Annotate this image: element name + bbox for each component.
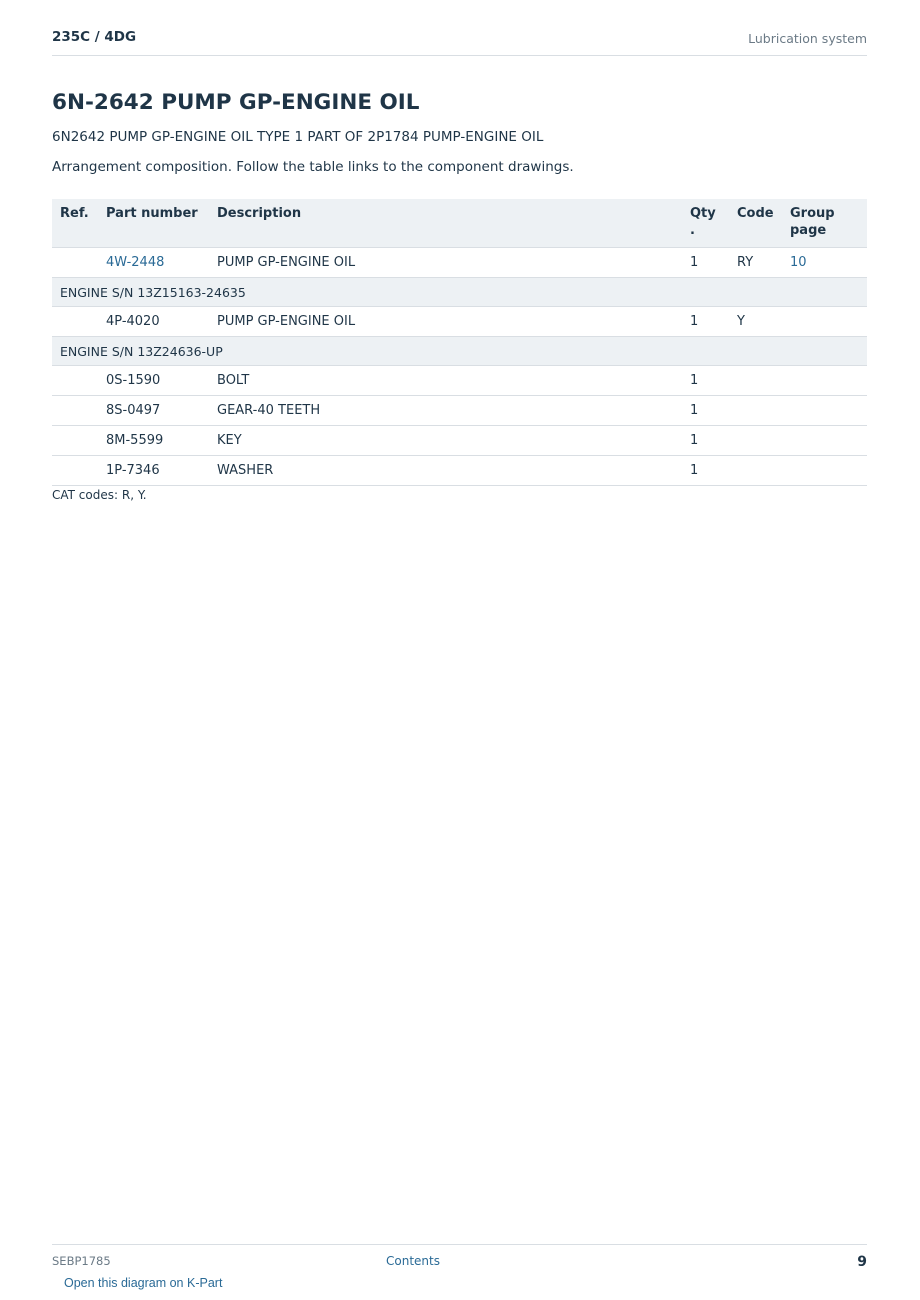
page-number: 9: [857, 1254, 867, 1270]
table-header-row: [52, 199, 867, 248]
code-cell: Y: [737, 314, 745, 329]
page-footer: [52, 1244, 867, 1275]
col-header-qty-line1: Qty: [690, 206, 716, 221]
serial-range-label: ENGINE S/N 13Z24636-UP: [60, 344, 223, 359]
section-label: Lubrication system: [748, 31, 867, 46]
document-number: SEBP1785: [52, 1254, 111, 1268]
col-header-group-line2: page: [790, 223, 827, 238]
part-number-cell: 8S-0497: [106, 403, 161, 418]
serial-group-row: [52, 337, 867, 366]
qty-cell: 1: [690, 314, 699, 329]
table-row: [52, 248, 867, 278]
part-number-cell: 1P-7346: [106, 463, 160, 478]
qty-cell: 1: [690, 373, 699, 388]
table-row: [52, 307, 867, 337]
description-cell: GEAR-40 TEETH: [217, 403, 321, 418]
qty-cell: 1: [690, 403, 699, 418]
serial-group-row: [52, 278, 867, 307]
serial-range-label: ENGINE S/N 13Z15163-24635: [60, 285, 246, 300]
description-cell: KEY: [217, 433, 242, 448]
parts-table: [52, 199, 867, 486]
part-number-link[interactable]: 4W-2448: [106, 255, 165, 270]
open-in-kpart-link[interactable]: Open this diagram on K-Part: [64, 1276, 223, 1290]
part-number-cell: 0S-1590: [106, 373, 161, 388]
page-title: 6N-2642 PUMP GP-ENGINE OIL: [52, 90, 420, 115]
part-number-cell: 8M-5599: [106, 433, 164, 448]
table-row: [52, 366, 867, 396]
part-number-cell: 4P-4020: [106, 314, 160, 329]
description-cell: PUMP GP-ENGINE OIL: [217, 314, 356, 329]
table-row: [52, 396, 867, 426]
cat-codes-note: CAT codes: R, Y.: [52, 488, 147, 502]
qty-cell: 1: [690, 255, 699, 270]
description-cell: PUMP GP-ENGINE OIL: [217, 255, 356, 270]
description-cell: BOLT: [217, 373, 250, 388]
group-page-link[interactable]: 10: [790, 255, 807, 270]
description-cell: WASHER: [217, 463, 274, 478]
qty-cell: 1: [690, 433, 699, 448]
col-header-description: Description: [217, 206, 302, 221]
col-header-part-number: Part number: [106, 206, 198, 221]
page-subtitle: 6N2642 PUMP GP-ENGINE OIL TYPE 1 PART OF 2P1784 PUMP-ENGINE OIL: [52, 129, 544, 145]
code-cell: RY: [737, 255, 754, 270]
col-header-qty: [690, 205, 716, 239]
table-row: [52, 426, 867, 456]
contents-link[interactable]: Contents: [386, 1254, 440, 1268]
col-header-code: Code: [737, 206, 774, 221]
col-header-group-line1: Group: [790, 206, 835, 221]
col-header-group-page: [790, 205, 835, 239]
col-header-qty-line2: .: [690, 223, 695, 238]
page-header: [52, 28, 867, 56]
table-row: [52, 456, 867, 486]
model-label: 235C / 4DG: [52, 29, 137, 45]
qty-cell: 1: [690, 463, 699, 478]
col-header-ref: Ref.: [60, 206, 89, 221]
intro-text: Arrangement composition. Follow the table links to the component drawings.: [52, 159, 574, 175]
